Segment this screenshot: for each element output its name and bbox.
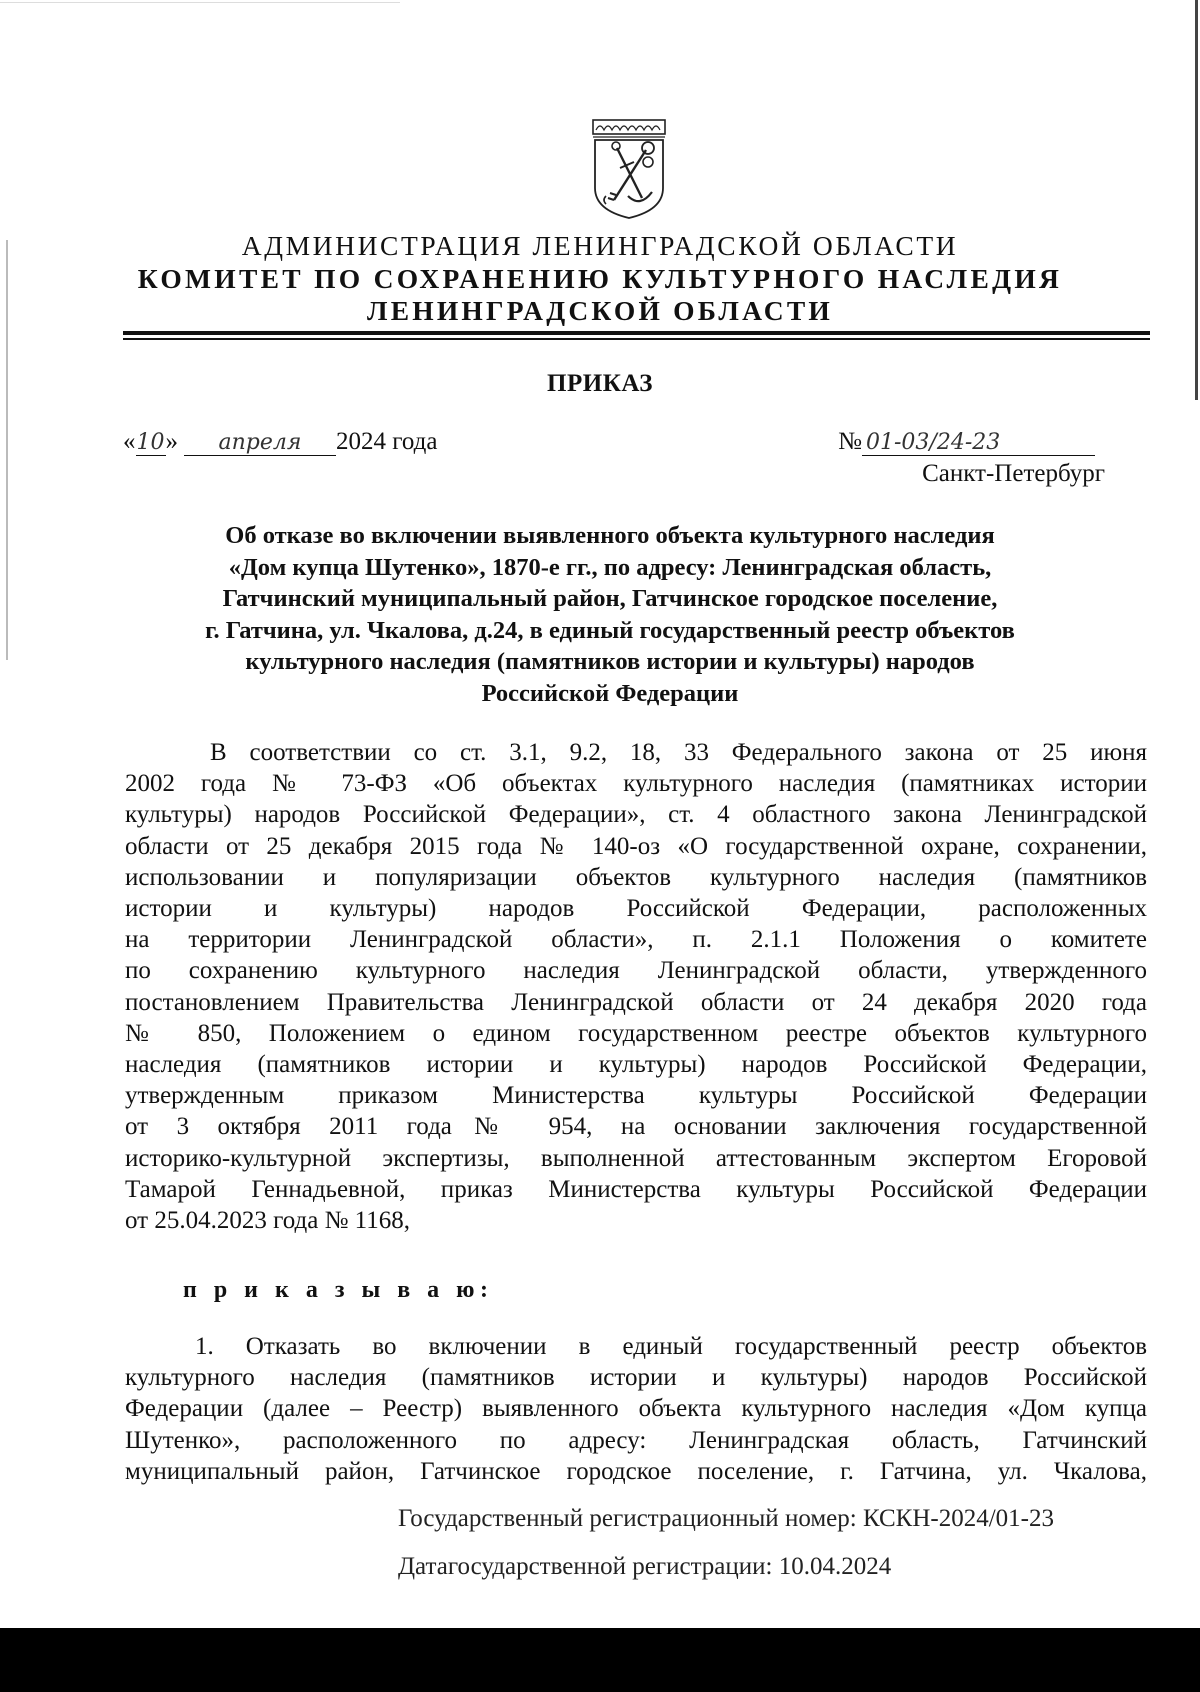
date-year: 2024 года bbox=[336, 428, 438, 455]
registration-date-stamp: Датагосударственной регистрации: 10.04.2024 bbox=[398, 1553, 892, 1580]
title-line: Российской Федерации bbox=[481, 679, 739, 707]
date-close-quote: » bbox=[165, 428, 178, 455]
org-line-region: ЛЕНИНГРАДСКОЙ ОБЛАСТИ bbox=[367, 295, 833, 326]
preamble-line: наследия (памятников истории и культуры) народов Российской Федерации, bbox=[125, 1051, 1147, 1079]
title-line: г. Гатчина, ул. Чкалова, д.24, в единый государственный реестр объектов bbox=[205, 616, 1015, 644]
preamble-line: истории и культуры) народов Российской Федерации, расположенных bbox=[125, 895, 1147, 923]
date-field bbox=[123, 428, 437, 456]
preamble-line: утвержденным приказом Министерства культуры Российской Федерации bbox=[125, 1082, 1147, 1110]
header-rule-thin bbox=[123, 338, 1150, 340]
city-label: Санкт-Петербург bbox=[922, 460, 1105, 487]
date-day-handwritten: 10 bbox=[136, 430, 165, 455]
preamble-line: от 3 октября 2011 года№ 954, на основании заключения государственной bbox=[125, 1113, 1147, 1141]
order-number-handwritten: 01-03/24-23 bbox=[862, 430, 1095, 456]
preamble-line: № 850, Положением о едином государственном реестре объектов культурного bbox=[125, 1019, 1147, 1047]
registration-number-stamp: Государственный регистрационный номер: КСКН-2024/01-23 bbox=[398, 1505, 1055, 1532]
preamble-line: 2002 года № 73-ФЗ «Об объектах культурного наследия (памятниках истории bbox=[125, 770, 1147, 798]
number-sign: № bbox=[838, 428, 862, 455]
preamble-paragraph bbox=[125, 737, 1147, 1236]
order-word-prikazyvayu: п р и к а з ы в а ю: bbox=[183, 1277, 494, 1303]
title-line: Гатчинский муниципальный район, Гатчинское городское поселение, bbox=[222, 585, 998, 612]
title-line: культурного наследия (памятников истории и культуры) народов bbox=[245, 648, 975, 675]
preamble-line: культуры) народов Российской Федерации», ст. 4 областного закона Ленинградской bbox=[125, 801, 1147, 829]
preamble-line: историко-культурной экспертизы, выполненной аттестованным экспертом Егоровой bbox=[125, 1144, 1147, 1172]
item-1-line: 1. Отказать во включении в единый государственный реестр объектов bbox=[195, 1333, 1147, 1360]
preamble-line: Тамарой Геннадьевной, приказ Министерства культуры Российской Федерации bbox=[125, 1175, 1147, 1203]
org-line-committee: КОМИТЕТ ПО СОХРАНЕНИЮ КУЛЬТУРНОГО НАСЛЕДИЯ bbox=[137, 263, 1063, 294]
item-1-line: культурного наследия (памятников истории и культуры) народов Российской bbox=[125, 1364, 1147, 1392]
title-line: «Дом купца Шутенко», 1870-е гг., по адресу: Ленинградская область, bbox=[228, 553, 992, 581]
preamble-line: использовании и популяризации объектов культурного наследия (памятников bbox=[125, 863, 1147, 891]
org-line-administration: АДМИНИСТРАЦИЯ ЛЕНИНГРАДСКОЙ ОБЛАСТИ bbox=[241, 230, 959, 261]
header-rule-thick bbox=[123, 331, 1150, 335]
order-number-field bbox=[838, 428, 1095, 456]
item-1-line: Федерации (далее – Реестр) выявленного объекта культурного наследия «Дом купца bbox=[125, 1395, 1147, 1423]
document-title bbox=[130, 520, 1090, 709]
leningrad-oblast-coat-of-arms-icon bbox=[590, 118, 668, 224]
scan-artifact-right-edge bbox=[1195, 0, 1198, 400]
date-month-handwritten: апреля bbox=[184, 430, 336, 456]
preamble-line: на территории Ленинградской области», п. 2.1.1 Положения о комитете bbox=[125, 926, 1147, 954]
preamble-line: от 25.04.2023 года № 1168, bbox=[125, 1207, 410, 1235]
preamble-line: по сохранению культурного наследия Ленинградской области, утвержденного bbox=[125, 957, 1147, 985]
preamble-line: области от 25 декабря 2015 года № 140-оз «О государственной охране, сохранении, bbox=[125, 832, 1147, 860]
document-type-heading: ПРИКАЗ bbox=[547, 370, 653, 397]
date-open-quote: « bbox=[123, 428, 136, 455]
scan-artifact-top bbox=[0, 2, 400, 3]
item-1-line: муниципальный район, Гатчинское городское поселение, г. Гатчина, ул. Чкалова, bbox=[125, 1457, 1147, 1485]
item-1-paragraph bbox=[125, 1331, 1147, 1487]
scan-bottom-black-bar bbox=[0, 1628, 1200, 1692]
preamble-line: постановлением Правительства Ленинградской области от 24 декабря 2020 года bbox=[125, 988, 1147, 1016]
item-1-line: Шутенко», расположенного по адресу: Ленинградская область, Гатчинский bbox=[125, 1426, 1147, 1454]
title-line: Об отказе во включении выявленного объекта культурного наследия bbox=[225, 522, 995, 549]
preamble-line: В соответствии со ст. 3.1, 9.2, 18, 33 Федерального закона от 25 июня bbox=[210, 739, 1147, 766]
